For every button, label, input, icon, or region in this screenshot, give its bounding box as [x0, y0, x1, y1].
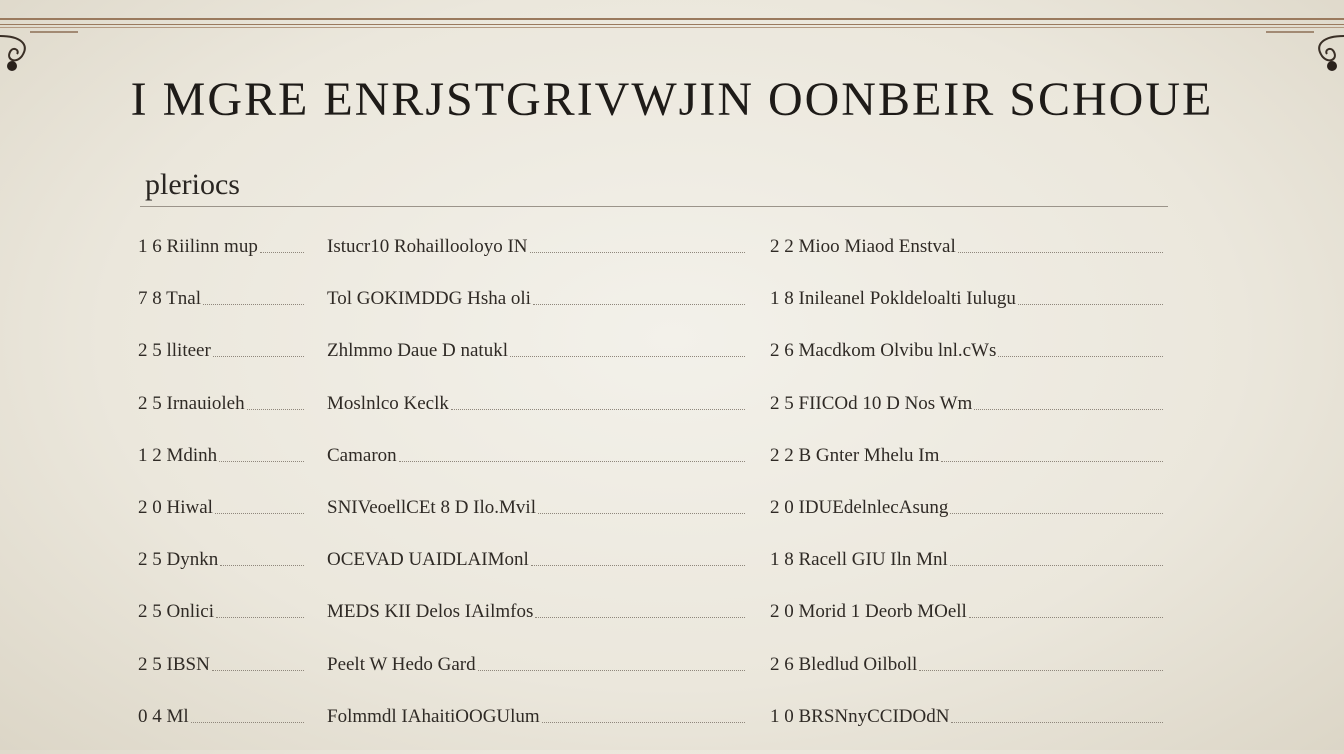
entry-middle: SNIVeoellCEt 8 D Ilo.Mvil [327, 493, 745, 519]
entry-middle: Peelt W Hedo Gard [327, 650, 745, 676]
entry-left: 2 5 Onlici [138, 597, 304, 623]
list-item [0, 232, 1344, 284]
list-item [0, 702, 1344, 754]
entry-left: 7 8 Tnal [138, 284, 304, 310]
entry-right: 2 0 Morid 1 Deorb MOell [770, 597, 1163, 623]
entry-right: 1 8 Inileanel Pokldeloalti Iulugu [770, 284, 1163, 310]
entry-middle: Moslnlco Keclk [327, 389, 745, 415]
list-item [0, 284, 1344, 336]
list-item [0, 597, 1344, 649]
entry-left: 2 5 lliteer [138, 336, 304, 362]
list-item [0, 441, 1344, 493]
heading-divider [140, 206, 1168, 207]
entry-right: 2 6 Bledlud Oilboll [770, 650, 1163, 676]
entry-middle: Camaron [327, 441, 745, 467]
entry-right: 2 6 Macdkom Olvibu lnl.cWs [770, 336, 1163, 362]
entry-left: 0 4 Ml [138, 702, 304, 728]
corner-ornament-left-icon [0, 26, 80, 76]
entry-middle: OCEVAD UAIDLAIMonl [327, 545, 745, 571]
entry-middle: Folmmdl IAhaitiOOGUlum [327, 702, 745, 728]
top-border-inner [0, 27, 1344, 28]
corner-ornament-right-icon [1264, 26, 1344, 76]
entry-left: 1 2 Mdinh [138, 441, 304, 467]
top-border [0, 18, 1344, 25]
entry-left: 2 5 Dynkn [138, 545, 304, 571]
entry-right: 2 0 IDUEdelnlecAsung [770, 493, 1163, 519]
entry-left: 2 5 IBSN [138, 650, 304, 676]
entry-middle: MEDS KII Delos IAilmfos [327, 597, 745, 623]
entry-right: 2 2 B Gnter Mhelu Im [770, 441, 1163, 467]
entry-middle: Tol GOKIMDDG Hsha oli [327, 284, 745, 310]
list-item [0, 545, 1344, 597]
entry-right: 2 5 FIICOd 10 D Nos Wm [770, 389, 1163, 415]
list-item [0, 389, 1344, 441]
schedule-list [0, 232, 1344, 754]
entry-right: 1 0 BRSNnyCCIDOdN [770, 702, 1163, 728]
entry-left: 1 6 Riilinn mup [138, 232, 304, 258]
section-heading: pleriocs [145, 168, 240, 201]
list-item [0, 493, 1344, 545]
entry-right: 1 8 Racell GIU Iln Mnl [770, 545, 1163, 571]
list-item [0, 336, 1344, 388]
list-item [0, 650, 1344, 702]
page-title: I MGRE ENRJSTGRIVWJIN OONBEIR SCHOUE [130, 73, 1214, 126]
entry-middle: Zhlmmo Daue D natukl [327, 336, 745, 362]
entry-left: 2 5 Irnauioleh [138, 389, 304, 415]
entry-middle: Istucr10 Rohaillooloyo IN [327, 232, 745, 258]
entry-left: 2 0 Hiwal [138, 493, 304, 519]
entry-right: 2 2 Mioo Miaod Enstval [770, 232, 1163, 258]
